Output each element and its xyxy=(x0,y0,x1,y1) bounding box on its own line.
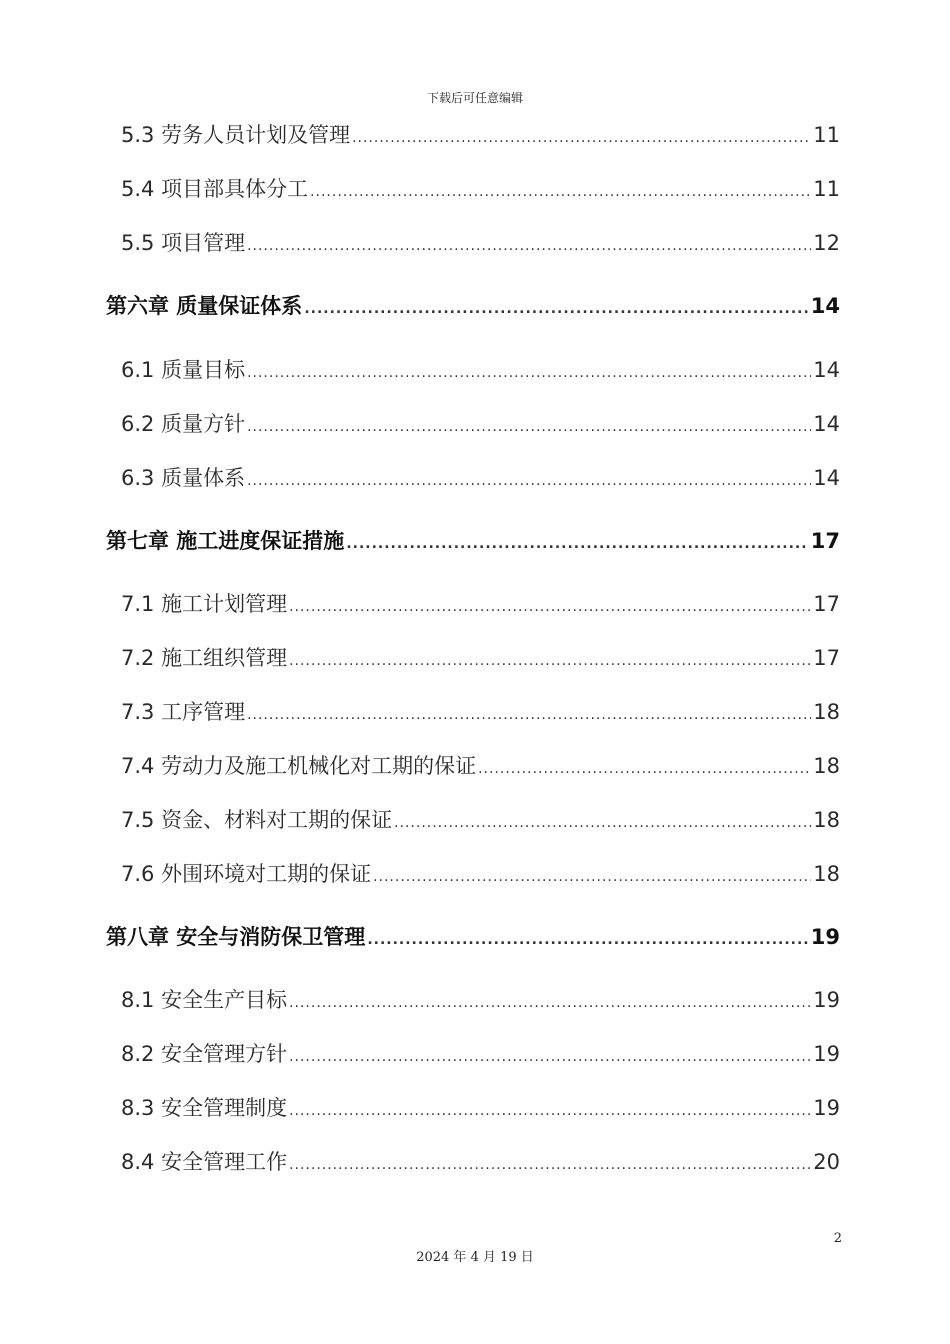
toc-dot-leader xyxy=(373,869,811,885)
toc-entry-7-4[interactable] xyxy=(121,750,840,780)
toc-entry-page: 18 xyxy=(813,862,840,886)
toc-chapter-7[interactable] xyxy=(106,525,840,555)
toc-entry-page: 19 xyxy=(810,925,840,949)
toc-dot-leader xyxy=(310,184,811,200)
toc-dot-leader xyxy=(247,365,811,381)
toc-dot-leader xyxy=(289,1049,811,1065)
toc-entry-page: 19 xyxy=(813,988,840,1012)
toc-dot-leader xyxy=(247,419,811,435)
toc-dot-leader xyxy=(289,1103,811,1119)
toc-entry-8-4[interactable] xyxy=(121,1146,840,1176)
toc-entry-page: 14 xyxy=(813,412,840,436)
toc-entry-title: 5.4 项目部具体分工 xyxy=(121,177,309,201)
toc-entry-title: 7.2 施工组织管理 xyxy=(121,646,288,670)
toc-dot-leader xyxy=(289,653,811,669)
toc-entry-title: 6.2 质量方针 xyxy=(121,412,246,436)
toc-entry-page: 19 xyxy=(813,1096,840,1120)
toc-dot-leader xyxy=(346,536,808,552)
toc-entry-5-4[interactable] xyxy=(121,173,840,203)
toc-dot-leader xyxy=(247,473,811,489)
toc-dot-leader xyxy=(394,815,811,831)
toc-entry-7-3[interactable] xyxy=(121,696,840,726)
toc-entry-title: 7.6 外围环境对工期的保证 xyxy=(121,862,372,886)
toc-entry-page: 11 xyxy=(813,177,840,201)
toc-entry-6-3[interactable] xyxy=(121,462,840,492)
toc-entry-title: 7.5 资金、材料对工期的保证 xyxy=(121,808,393,832)
toc-entry-6-2[interactable] xyxy=(121,408,840,438)
toc-dot-leader xyxy=(289,599,811,615)
toc-entry-5-3[interactable] xyxy=(121,119,840,149)
header-note: 下载后可任意编辑 xyxy=(426,91,523,105)
toc-entry-title: 6.1 质量目标 xyxy=(121,358,246,382)
toc-dot-leader xyxy=(478,761,811,777)
toc-entry-page: 14 xyxy=(813,358,840,382)
toc-entry-page: 12 xyxy=(813,231,840,255)
toc-dot-leader xyxy=(352,130,811,146)
toc-chapter-title: 第八章 安全与消防保卫管理 xyxy=(106,925,366,949)
toc-entry-7-2[interactable] xyxy=(121,642,840,672)
toc-entry-page: 18 xyxy=(813,754,840,778)
toc-entry-page: 19 xyxy=(813,1042,840,1066)
toc-entry-6-1[interactable] xyxy=(121,354,840,384)
toc-entry-title: 6.3 质量体系 xyxy=(121,466,246,490)
toc-entry-5-5[interactable] xyxy=(121,227,840,257)
toc-entry-page: 17 xyxy=(813,592,840,616)
toc-dot-leader xyxy=(304,301,808,317)
toc-entry-title: 7.1 施工计划管理 xyxy=(121,592,288,616)
toc-chapter-8[interactable] xyxy=(106,921,840,951)
toc-entry-title: 8.3 安全管理制度 xyxy=(121,1096,288,1120)
toc-entry-7-5[interactable] xyxy=(121,804,840,834)
toc-entry-page: 17 xyxy=(813,646,840,670)
toc-dot-leader xyxy=(367,932,808,948)
toc-entry-title: 8.2 安全管理方针 xyxy=(121,1042,288,1066)
toc-chapter-6[interactable] xyxy=(106,290,840,320)
toc-entry-8-3[interactable] xyxy=(121,1092,840,1122)
toc-entry-7-1[interactable] xyxy=(121,588,840,618)
toc-entry-page: 11 xyxy=(813,123,840,147)
toc-entry-title: 7.4 劳动力及施工机械化对工期的保证 xyxy=(121,754,477,778)
toc-entry-8-2[interactable] xyxy=(121,1038,840,1068)
toc-entry-title: 5.3 劳务人员计划及管理 xyxy=(121,123,351,147)
toc-entry-page: 18 xyxy=(813,808,840,832)
toc-entry-8-1[interactable] xyxy=(121,984,840,1014)
toc-entry-page: 18 xyxy=(813,700,840,724)
toc-dot-leader xyxy=(247,238,811,254)
footer-date: 2024 年 4 月 19 日 xyxy=(416,1250,534,1265)
toc-entry-page: 20 xyxy=(813,1150,840,1174)
toc-entry-page: 14 xyxy=(810,294,840,318)
toc-entry-title: 5.5 项目管理 xyxy=(121,231,246,255)
toc-entry-title: 8.1 安全生产目标 xyxy=(121,988,288,1012)
toc-entry-page: 17 xyxy=(810,529,840,553)
toc-entry-page: 14 xyxy=(813,466,840,490)
toc-chapter-title: 第七章 施工进度保证措施 xyxy=(106,529,345,553)
toc-entry-title: 7.3 工序管理 xyxy=(121,700,246,724)
toc-dot-leader xyxy=(289,1157,811,1173)
toc-dot-leader xyxy=(247,707,811,723)
toc-dot-leader xyxy=(289,995,811,1011)
toc-entry-title: 8.4 安全管理工作 xyxy=(121,1150,288,1174)
toc-entry-7-6[interactable] xyxy=(121,858,840,888)
page-number: 2 xyxy=(833,1231,842,1246)
toc-chapter-title: 第六章 质量保证体系 xyxy=(106,294,303,318)
